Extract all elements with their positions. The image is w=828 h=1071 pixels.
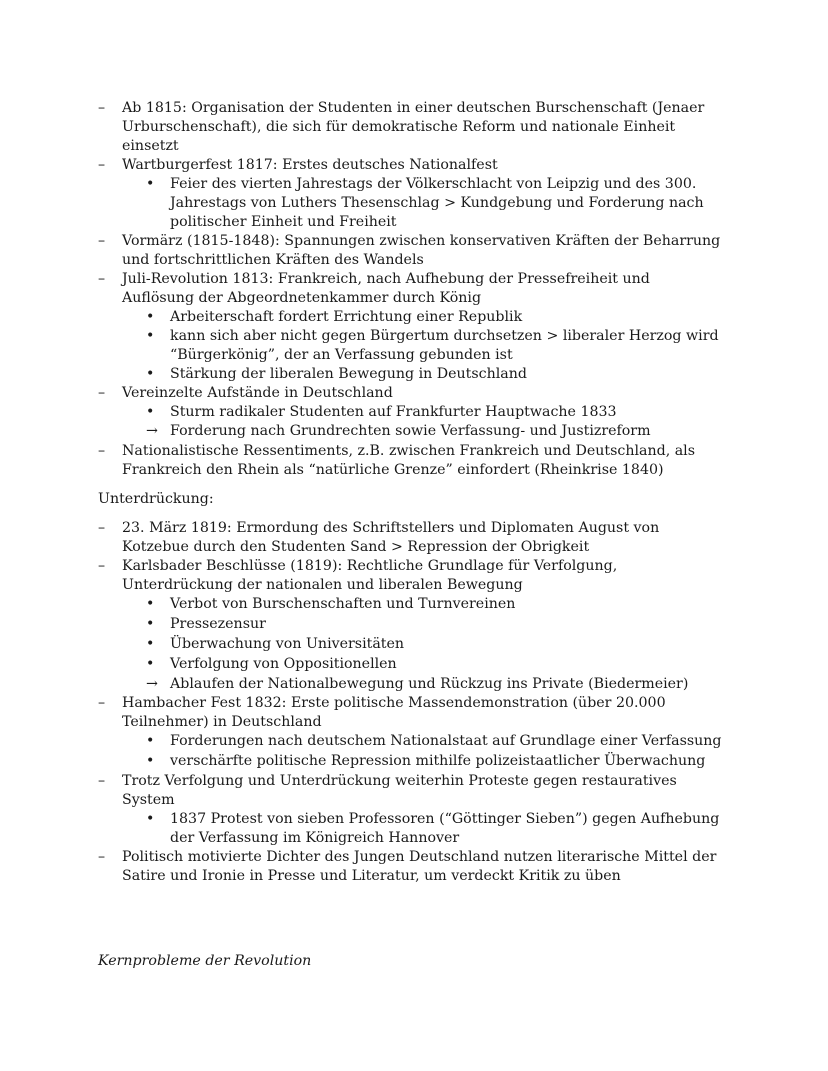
bullet-marker: • — [146, 636, 155, 652]
sub-item-line: Arbeiterschaft fordert Errichtung einer Republik — [170, 309, 523, 325]
list-item-line: Wartburgerfest 1817: Erstes deutsches Nationalfest — [122, 157, 498, 173]
sub-item-line: politischer Einheit und Freiheit — [170, 214, 397, 230]
dash-marker: – — [98, 558, 106, 574]
dash-marker: – — [98, 385, 106, 401]
list-item-line: Kotzebue durch den Studenten Sand > Repression der Obrigkeit — [122, 539, 590, 555]
sub-item-line: Überwachung von Universitäten — [170, 636, 405, 652]
bullet-marker: • — [146, 656, 155, 672]
list-item-line: Vormärz (1815-1848): Spannungen zwischen konservativen Kräften der Beharrung — [122, 233, 721, 249]
list-item-line: 23. März 1819: Ermordung des Schriftstellers und Diplomaten August von — [122, 520, 660, 536]
sub-item-line: verschärfte politische Repression mithilfe polizeistaatlicher Überwachung — [170, 753, 706, 769]
dash-marker: – — [98, 100, 106, 116]
bullet-marker: • — [146, 309, 155, 325]
bullet-marker: • — [146, 596, 155, 612]
bullet-marker: • — [146, 616, 155, 632]
dash-marker: – — [98, 443, 106, 459]
list-item-line: Frankreich den Rhein als “natürliche Grenze” einfordert (Rheinkrise 1840) — [122, 462, 664, 478]
sub-item-line: Forderungen nach deutschem Nationalstaat auf Grundlage einer Verfassung — [170, 733, 722, 749]
sub-item-line: Forderung nach Grundrechten sowie Verfassung- und Justizreform — [170, 423, 651, 439]
bullet-marker: • — [146, 404, 155, 420]
list-item-line: Unterdrückung der nationalen und liberalen Bewegung — [122, 577, 523, 593]
list-item-line: Auflösung der Abgeordnetenkammer durch König — [122, 290, 482, 306]
sub-item-line: Verfolgung von Oppositionellen — [170, 656, 397, 672]
sub-item-line: Feier des vierten Jahrestags der Völkerschlacht von Leipzig und des 300. — [170, 176, 697, 192]
sub-item-line: kann sich aber nicht gegen Bürgertum durchsetzen > liberaler Herzog wird — [170, 328, 719, 344]
bullet-marker: • — [146, 328, 155, 344]
list-item-line: Teilnehmer) in Deutschland — [122, 714, 322, 730]
list-item-line: und fortschrittlichen Kräften des Wandels — [122, 252, 424, 268]
bullet-marker: • — [146, 176, 155, 192]
sub-item-line: Verbot von Burschenschaften und Turnvereinen — [170, 596, 516, 612]
arrow-marker: → — [146, 676, 158, 692]
dash-marker: – — [98, 271, 106, 287]
list-item-line: Juli-Revolution 1813: Frankreich, nach Aufhebung der Pressefreiheit und — [122, 271, 650, 287]
list-item-line: Satire und Ironie in Presse und Literatur, um verdeckt Kritik zu üben — [122, 868, 621, 884]
list-item-line: Hambacher Fest 1832: Erste politische Massendemonstration (über 20.000 — [122, 695, 666, 711]
list-item-line: Vereinzelte Aufstände in Deutschland — [122, 385, 393, 401]
bullet-marker: • — [146, 811, 155, 827]
sub-item-line: Ablaufen der Nationalbewegung und Rückzug ins Private (Biedermeier) — [170, 676, 689, 692]
list-item-line: Urburschenschaft), die sich für demokratische Reform und nationale Einheit — [122, 119, 676, 135]
list-item-line: Trotz Verfolgung und Unterdrückung weiterhin Proteste gegen restauratives — [122, 773, 677, 789]
list-item-line: einsetzt — [122, 138, 179, 154]
list-item-line: System — [122, 792, 175, 808]
list-item-line: Nationalistische Ressentiments, z.B. zwischen Frankreich und Deutschland, als — [122, 443, 695, 459]
sub-item-line: der Verfassung im Königreich Hannover — [170, 830, 460, 846]
sub-item-line: Jahrestags von Luthers Thesenschlag > Kundgebung und Forderung nach — [170, 195, 704, 211]
sub-item-line: Sturm radikaler Studenten auf Frankfurter Hauptwache 1833 — [170, 404, 617, 420]
bullet-marker: • — [146, 753, 155, 769]
bullet-marker: • — [146, 366, 155, 382]
section-heading-italic: Kernprobleme der Revolution — [98, 953, 312, 969]
bullet-marker: • — [146, 733, 155, 749]
dash-marker: – — [98, 773, 106, 789]
list-item-line: Politisch motivierte Dichter des Jungen Deutschland nutzen literarische Mittel der — [122, 849, 717, 865]
sub-item-line: Stärkung der liberalen Bewegung in Deutschland — [170, 366, 527, 382]
dash-marker: – — [98, 695, 106, 711]
list-item-line: Ab 1815: Organisation der Studenten in einer deutschen Burschenschaft (Jenaer — [122, 100, 705, 116]
sub-item-line: Pressezensur — [170, 616, 266, 632]
arrow-marker: → — [146, 423, 158, 439]
dash-marker: – — [98, 233, 106, 249]
section-heading: Unterdrückung: — [98, 491, 214, 507]
sub-item-line: 1837 Protest von sieben Professoren (“Göttinger Sieben”) gegen Aufhebung — [170, 811, 720, 827]
dash-marker: – — [98, 520, 106, 536]
dash-marker: – — [98, 157, 106, 173]
list-item-line: Karlsbader Beschlüsse (1819): Rechtliche Grundlage für Verfolgung, — [122, 558, 618, 574]
sub-item-line: “Bürgerkönig”, der an Verfassung gebunden ist — [170, 347, 513, 363]
dash-marker: – — [98, 849, 106, 865]
